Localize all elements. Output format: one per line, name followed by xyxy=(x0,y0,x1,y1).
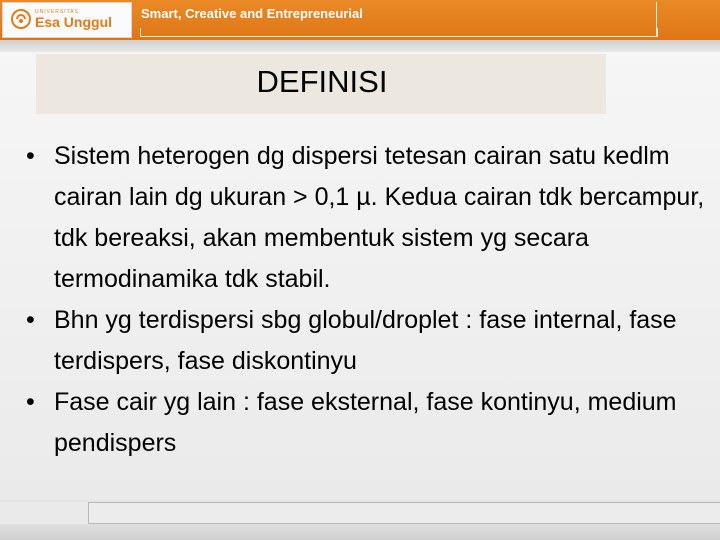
list-item xyxy=(26,382,706,464)
list-item xyxy=(26,136,706,300)
slide-title: DEFINISI xyxy=(256,64,388,99)
bullet-icon: • xyxy=(26,388,35,416)
logo-subtext: UNIVERSITAS xyxy=(35,9,79,15)
bullet-text: Fase cair yg lain : fase eksternal, fase kontinyu, medium pendispers xyxy=(54,388,677,457)
bullet-icon: • xyxy=(26,306,35,334)
bullet-list xyxy=(26,136,706,464)
bullet-text: Sistem heterogen dg dispersi tetesan cairan satu kedlm cairan lain dg ukuran > 0,1 µ. Kedua cairan tdk bercampur, tdk bereaksi, akan membentuk sistem yg secara termodinamika tdk stabil. xyxy=(54,142,705,293)
bullet-icon: • xyxy=(26,142,35,170)
university-logo-icon xyxy=(11,9,31,29)
footer-band xyxy=(0,524,720,540)
header-shadow-strip xyxy=(0,40,720,52)
header-divider xyxy=(140,28,658,37)
footer-frame xyxy=(88,502,720,524)
header-divider-right xyxy=(656,2,657,36)
header-tagline: Smart, Creative and Entrepreneurial xyxy=(141,6,363,21)
list-item xyxy=(26,300,706,382)
bullet-text: Bhn yg terdispersi sbg globul/droplet : fase internal, fase terdispers, fase diskontinyu xyxy=(54,306,677,375)
header-bar xyxy=(0,0,720,40)
logo xyxy=(2,2,132,38)
logo-text: Esa Unggul xyxy=(35,14,113,30)
